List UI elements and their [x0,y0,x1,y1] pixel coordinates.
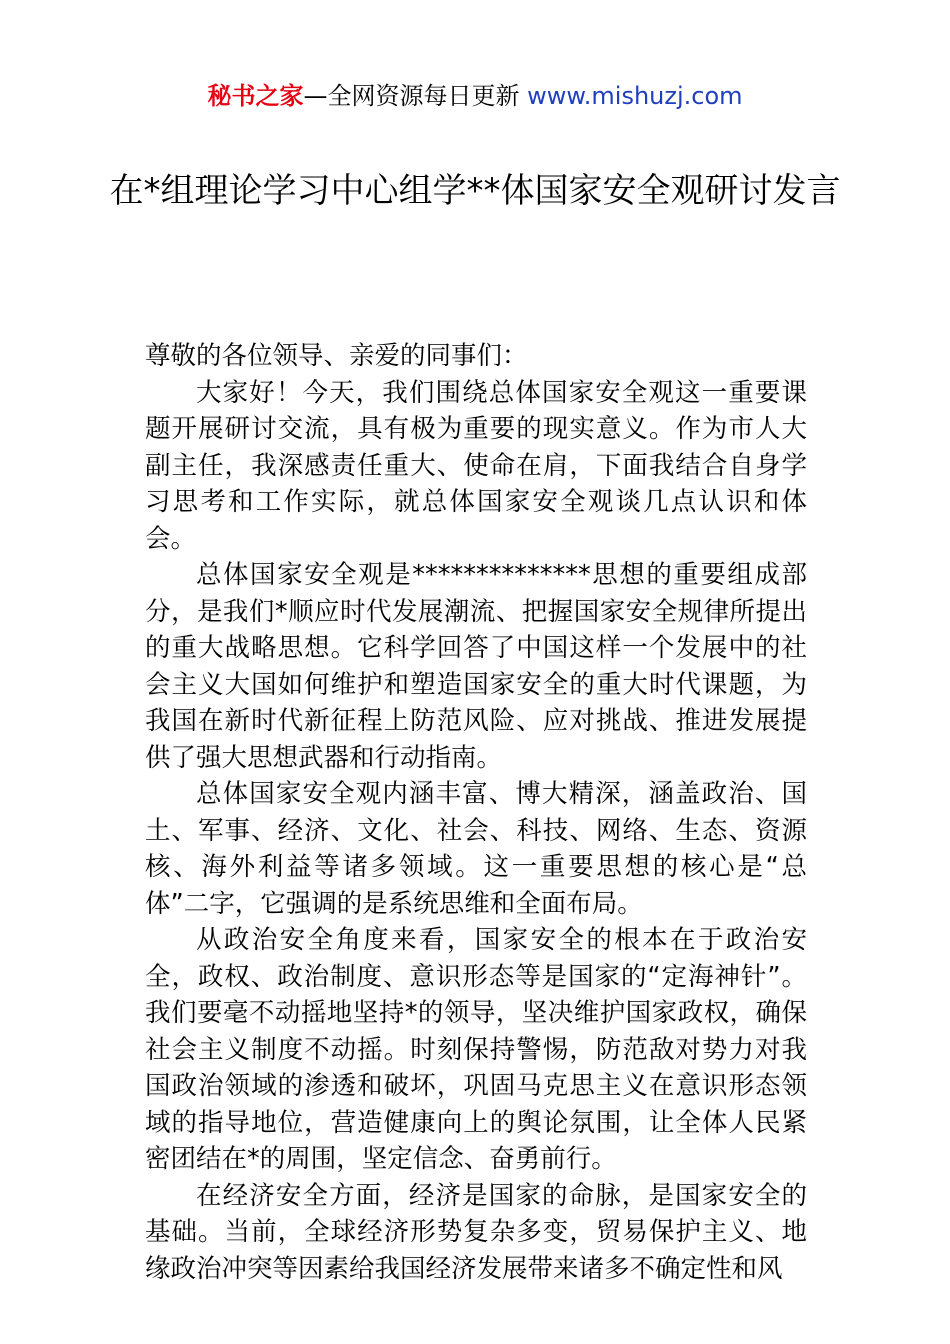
paragraph-2: 总体国家安全观是**************思想的重要组成部分，是我们*顺应时代发展潮流、把握国家安全规律所提出的重大战略思想。它科学回答了中国这样一个发展中的社会主义大国如何维护和塑造国家安全的重大时代课题，为我国在新时代新征程上防范风险、应对挑战、推进发展提供了强大思想武器和行动指南。 [145,560,807,773]
salutation: 尊敬的各位领导、亲爱的同事们： [145,341,528,371]
paragraph-3: 总体国家安全观内涵丰富、博大精深，涵盖政治、国土、军事、经济、文化、社会、科技、网络、生态、资源核、海外利益等诸多领域。这一重要思想的核心是“总体”二字，它强调的是系统思维和全面布局。 [145,779,807,919]
site-header [0,80,950,112]
document-body [145,338,807,1287]
paragraph-4: 从政治安全角度来看，国家安全的根本在于政治安全，政权、政治制度、意识形态等是国家的“定海神针”。我们要毫不动摇地坚持*的领导，坚决维护国家政权，确保社会主义制度不动摇。时刻保持警惕，防范敌对势力对我国政治领域的渗透和破坏，巩固马克思主义在意识形态领域的指导地位，营造健康向上的舆论氛围，让全体人民紧密团结在*的周围，坚定信念、奋勇前行。 [145,925,807,1174]
paragraph-5: 在经济安全方面，经济是国家的命脉，是国家安全的基础。当前，全球经济形势复杂多变，贸易保护主义、地缘政治冲突等因素给我国经济发展带来诸多不确定性和风 [145,1180,807,1284]
document-title: 在*组理论学习中心组学**体国家安全观研讨发言 [109,171,841,211]
site-url-link[interactable]: www.mishuzj.com [527,82,743,110]
site-name: 秘书之家 [207,82,304,110]
paragraph-1: 大家好！今天，我们围绕总体国家安全观这一重要课题开展研讨交流，具有极为重要的现实意义。作为市人大副主任，我深感责任重大、使命在肩，下面我结合自身学习思考和工作实际，就总体国家安全观谈几点认识和体会。 [145,377,807,554]
site-tagline: —全网资源每日更新 [303,82,528,110]
